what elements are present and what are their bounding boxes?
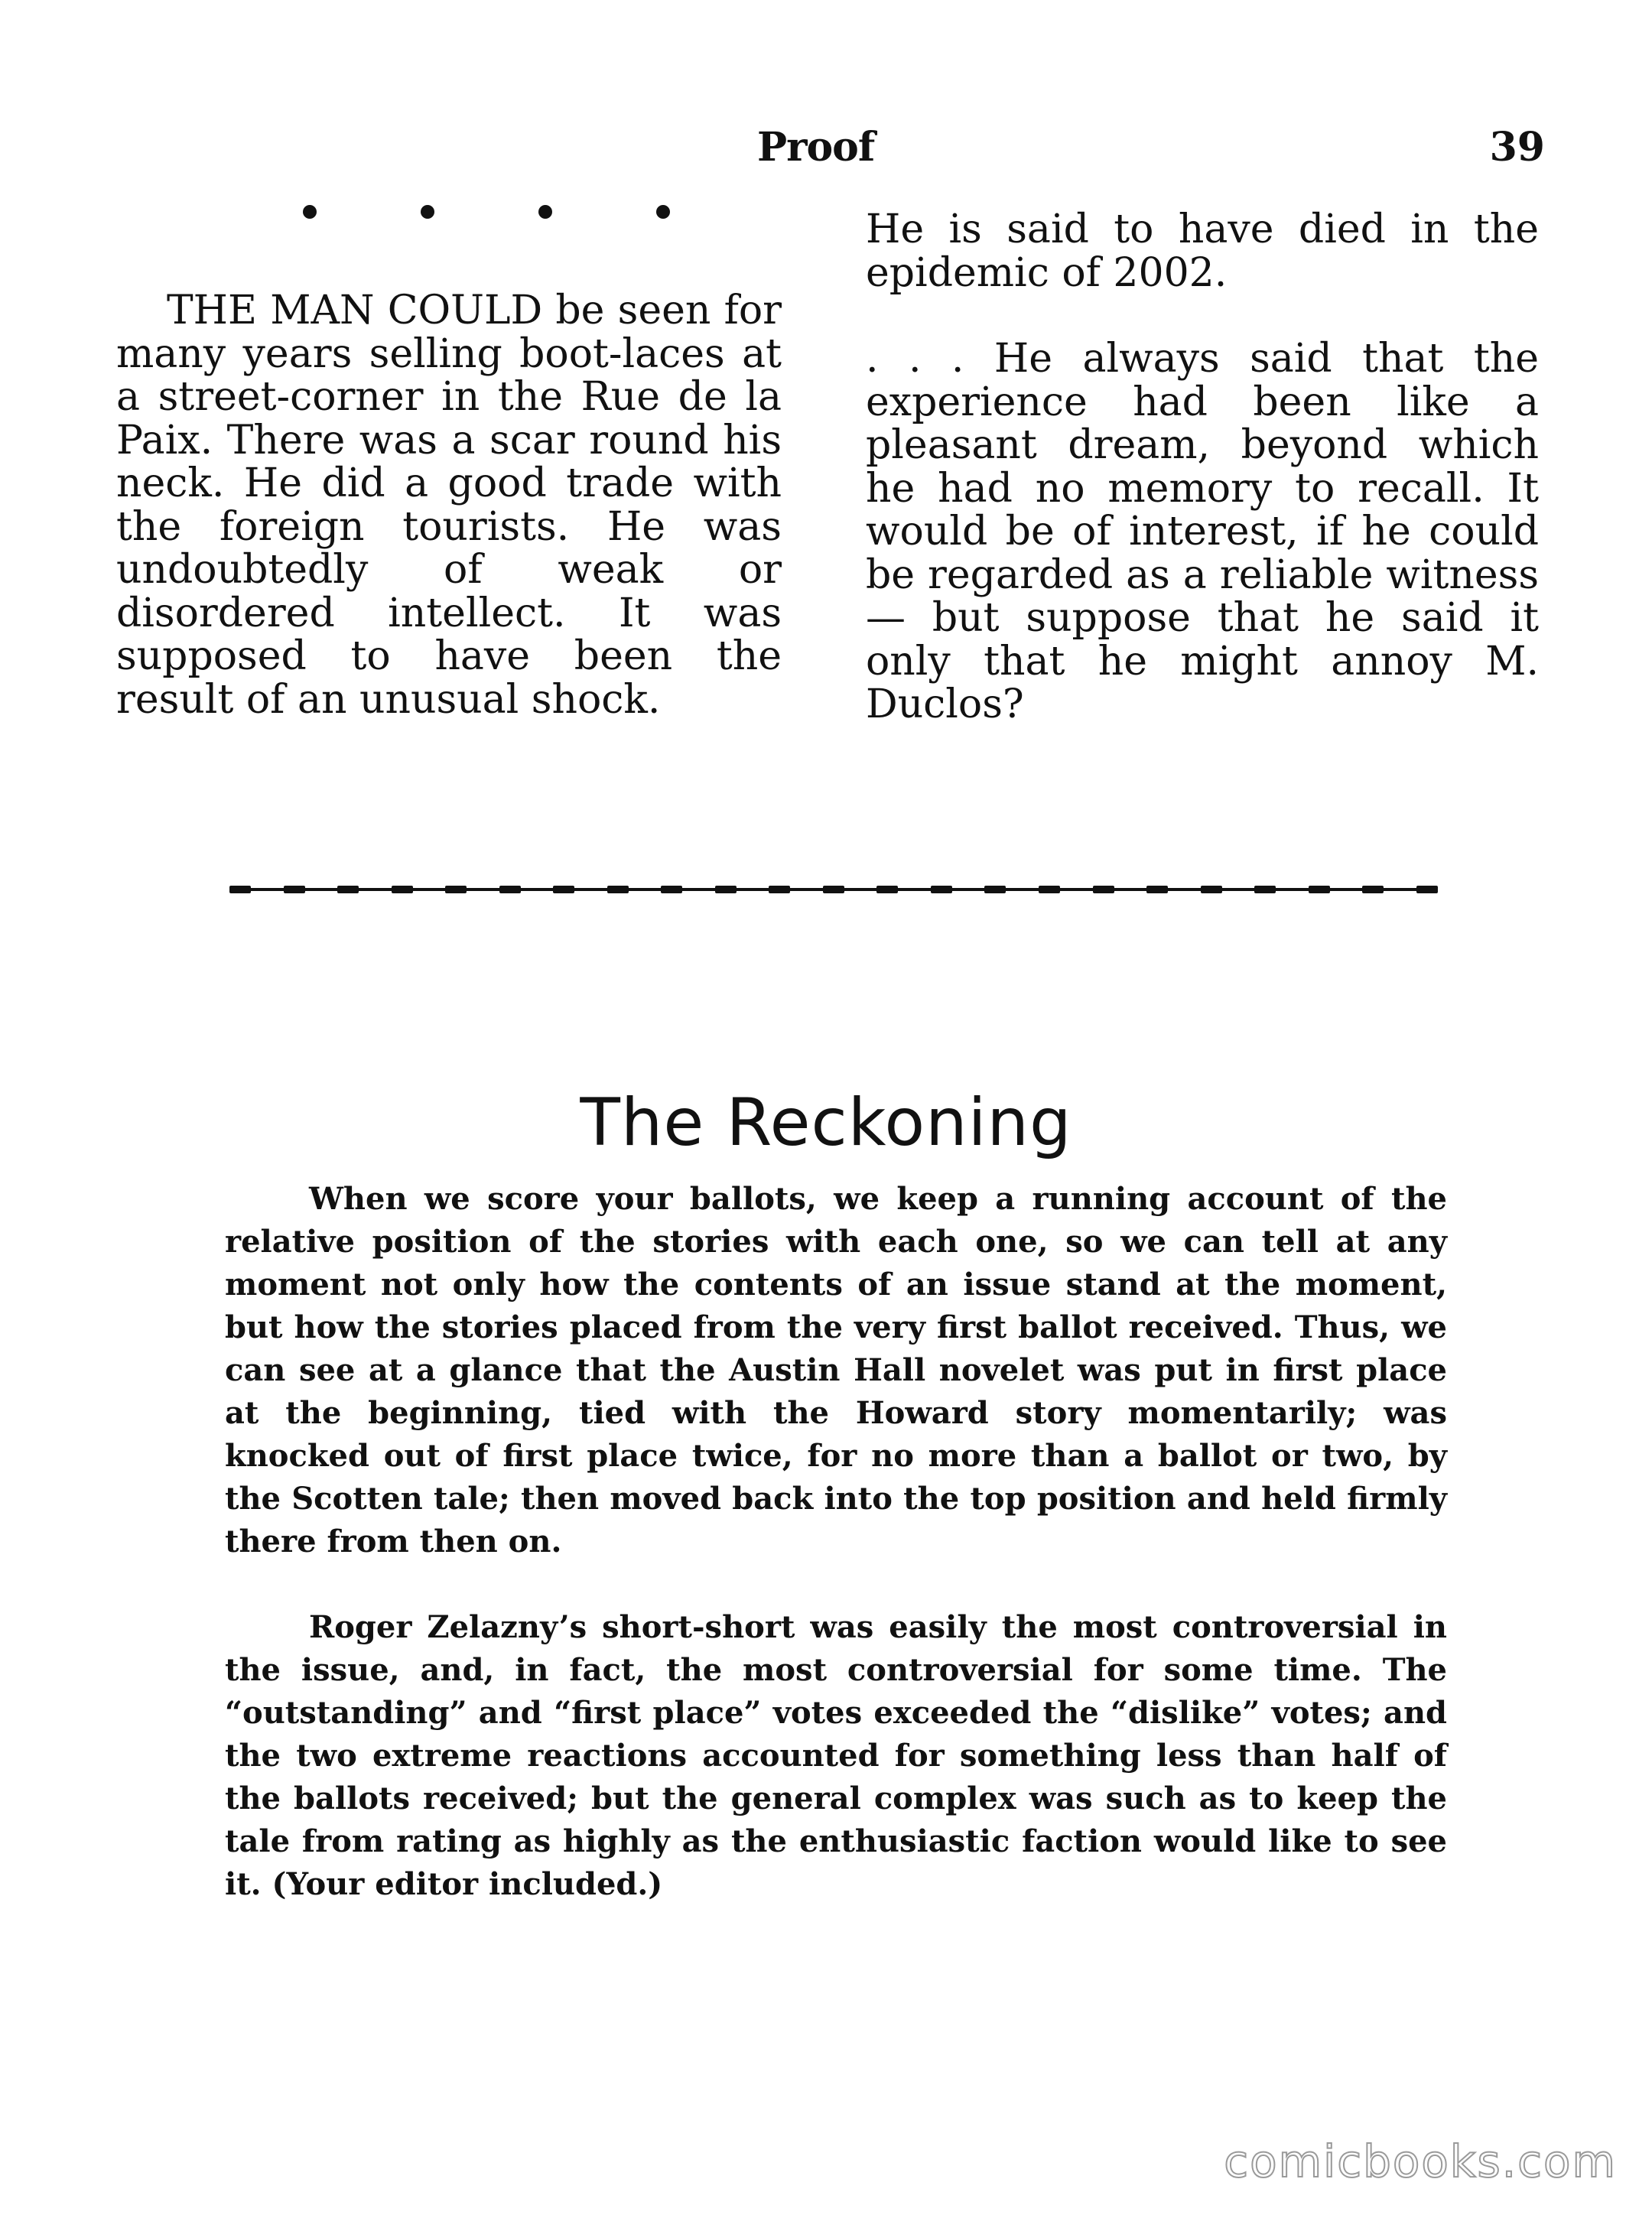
ornament-dot (303, 205, 317, 219)
ornament-dot (656, 205, 670, 219)
body-paragraph: When we score your ballots, we keep a running account of the relative position of the stories with each one, so we can tell at any moment not only how the contents of an issue stand at the moment, but how the stories placed from the very first ballot received. Thus, we can see at a glance that the Austin Hall novelet was put in first place at the beginning, tied with the Howard story momentarily; was knocked out of first place twice, for no more than a ballot or two, by the Scotten tale; then moved back into the top position and held firmly there from then on. (225, 1181, 1447, 1559)
body-paragraph: Roger Zelazny’s short-short was easily the most controversial in the issue, and, in fact, the most controversial for some time. The “outstanding” and “first place” votes exceeded the “dislike” votes; and the two extreme reactions accounted for something less than half of the ballots received; but the general complex was such as to keep the tale from rating as highly as the enthusiastic faction would like to see it. (Your editor included.) (225, 1609, 1447, 1902)
running-title: Proof (757, 124, 875, 171)
right-column (866, 208, 1539, 727)
site-watermark: comicbooks.com (1224, 2135, 1617, 2187)
ornament-dot (421, 205, 434, 219)
left-column-paragraph: THE MAN COULD be seen for many years selling boot-laces at a street-corner in the Rue de la Paix. There was a scar round his neck. He did a good trade with the foreign tourists. He was undoubtedly of weak or disordered intellect. It was supposed to have been the result of an unusual shock. (116, 288, 782, 723)
right-column-paragraph: . . . He always said that the experience had been like a pleasant dream, beyond which he had no memory to recall. It would be of interest, if he could be regarded as a reliable witness — but suppose that he said it only that he might annoy M. Duclos? (866, 336, 1539, 727)
section-break-ornament (303, 205, 670, 219)
decorative-divider (229, 886, 1438, 893)
right-column-paragraph: He is said to have died in the epidemic of 2002. (866, 207, 1539, 296)
divider-beads (229, 886, 1438, 893)
ornament-dot (538, 205, 552, 219)
left-column (116, 289, 782, 721)
section-body (225, 1178, 1447, 1906)
page-number: 39 (1489, 124, 1545, 171)
section-title: The Reckoning (580, 1084, 1072, 1161)
